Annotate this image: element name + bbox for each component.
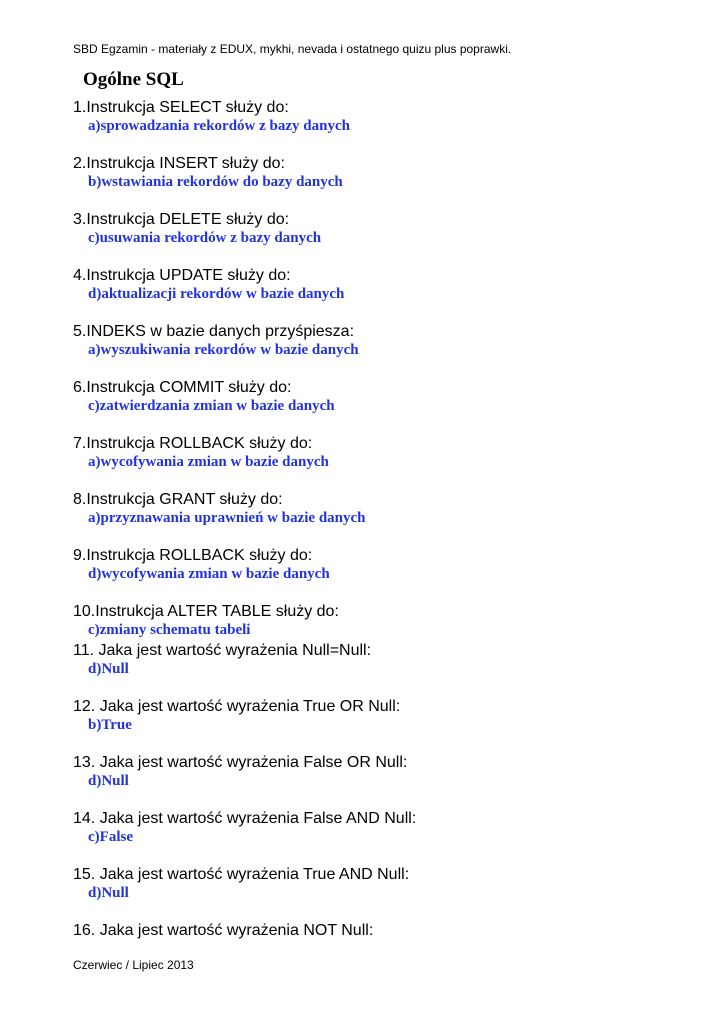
answer-text: a)sprowadzania rekordów z bazy danych <box>88 118 350 134</box>
question-text: 14. Jaka jest wartość wyrażenia False AND Null: <box>73 810 417 827</box>
page-footer: Czerwiec / Lipiec 2013 <box>73 958 194 972</box>
question-item <box>73 322 693 360</box>
answer-text: d)aktualizacji rekordów w bazie danych <box>88 286 345 302</box>
question-item <box>73 378 693 416</box>
answer-text: d)Null <box>88 885 129 901</box>
question-text: 9.Instrukcja ROLLBACK służy do: <box>73 547 313 564</box>
question-item <box>73 490 693 528</box>
question-text: 1.Instrukcja SELECT służy do: <box>73 99 289 116</box>
answer-text: b)wstawiania rekordów do bazy danych <box>88 174 343 190</box>
question-text: 15. Jaka jest wartość wyrażenia True AND Null: <box>73 866 410 883</box>
answer-text: a)przyznawania uprawnień w bazie danych <box>88 510 366 526</box>
question-item <box>73 546 693 584</box>
question-text: 5.INDEKS w bazie danych przyśpiesza: <box>73 323 355 340</box>
question-item <box>73 809 693 847</box>
question-item <box>73 98 693 136</box>
question-item <box>73 154 693 192</box>
answer-text: c)zmiany schematu tabeli <box>88 622 251 638</box>
answer-text: b)True <box>88 717 132 733</box>
question-text: 3.Instrukcja DELETE służy do: <box>73 211 290 228</box>
question-item <box>73 865 693 903</box>
answer-text: a)wyszukiwania rekordów w bazie danych <box>88 342 359 358</box>
question-item <box>73 921 693 940</box>
answer-text: d)wycofywania zmian w bazie danych <box>88 566 330 582</box>
question-item <box>73 210 693 248</box>
section-title: Ogólne SQL <box>83 69 184 90</box>
answer-text: c)zatwierdzania zmian w bazie danych <box>88 398 335 414</box>
question-text: 10.Instrukcja ALTER TABLE służy do: <box>73 603 339 620</box>
question-text: 2.Instrukcja INSERT służy do: <box>73 155 285 172</box>
page-header: SBD Egzamin - materiały z EDUX, mykhi, nevada i ostatnego quizu plus poprawki. <box>73 42 512 56</box>
question-text: 7.Instrukcja ROLLBACK służy do: <box>73 435 313 452</box>
answer-text: d)Null <box>88 661 129 677</box>
question-text: 11. Jaka jest wartość wyrażenia Null=Null: <box>73 642 372 659</box>
question-item <box>73 434 693 472</box>
question-item <box>73 697 693 735</box>
answer-text: a)wycofywania zmian w bazie danych <box>88 454 329 470</box>
question-text: 13. Jaka jest wartość wyrażenia False OR Null: <box>73 754 408 771</box>
question-text: 6.Instrukcja COMMIT służy do: <box>73 379 292 396</box>
question-text: 16. Jaka jest wartość wyrażenia NOT Null: <box>73 922 374 939</box>
answer-text: c)usuwania rekordów z bazy danych <box>88 230 322 246</box>
question-item <box>73 602 693 640</box>
question-text: 4.Instrukcja UPDATE służy do: <box>73 267 291 284</box>
question-item <box>73 266 693 304</box>
question-text: 12. Jaka jest wartość wyrażenia True OR Null: <box>73 698 401 715</box>
question-text: 8.Instrukcja GRANT służy do: <box>73 491 283 508</box>
question-item <box>73 753 693 791</box>
question-item <box>73 641 693 679</box>
answer-text: c)False <box>88 829 133 845</box>
answer-text: d)Null <box>88 773 129 789</box>
